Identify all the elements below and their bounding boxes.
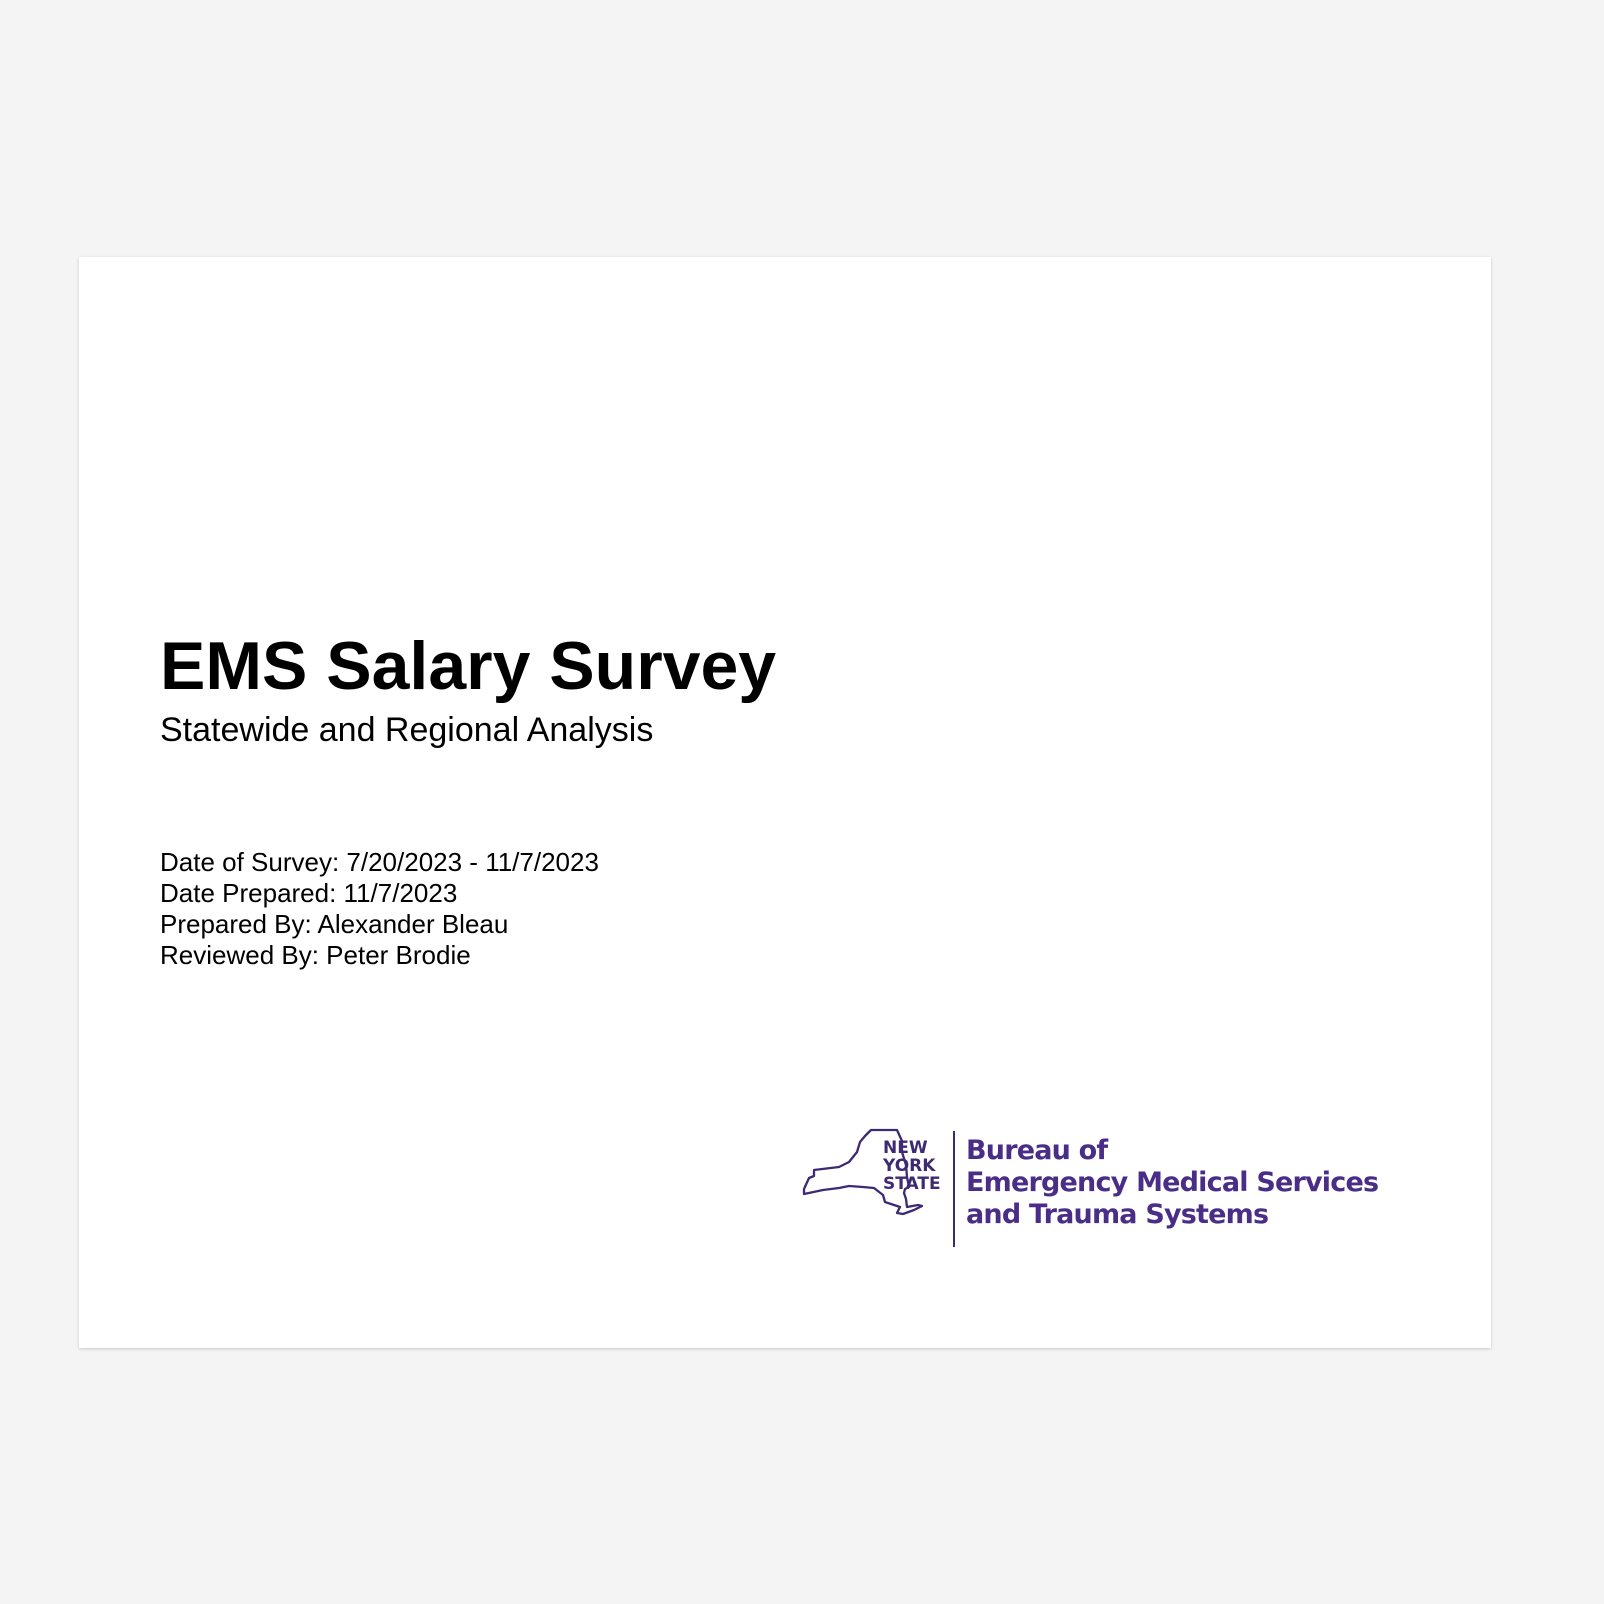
logo-divider	[953, 1131, 955, 1247]
document-meta	[160, 847, 599, 971]
prepared-date: Date Prepared: 11/7/2023	[160, 878, 458, 908]
document-page	[79, 257, 1491, 1348]
reviewed-by: Reviewed By: Peter Brodie	[160, 940, 471, 970]
prepared-by: Prepared By: Alexander Bleau	[160, 909, 509, 939]
page-title: EMS Salary Survey	[160, 628, 777, 704]
new-york-state-wordmark: NEW YORK STATE	[883, 1138, 941, 1194]
nys-bureau-ems-logo	[801, 1127, 1441, 1247]
survey-date: Date of Survey: 7/20/2023 - 11/7/2023	[160, 847, 599, 877]
page-subtitle: Statewide and Regional Analysis	[160, 711, 654, 749]
bureau-name: Bureau of Emergency Medical Services and Trauma Systems	[966, 1135, 1379, 1230]
